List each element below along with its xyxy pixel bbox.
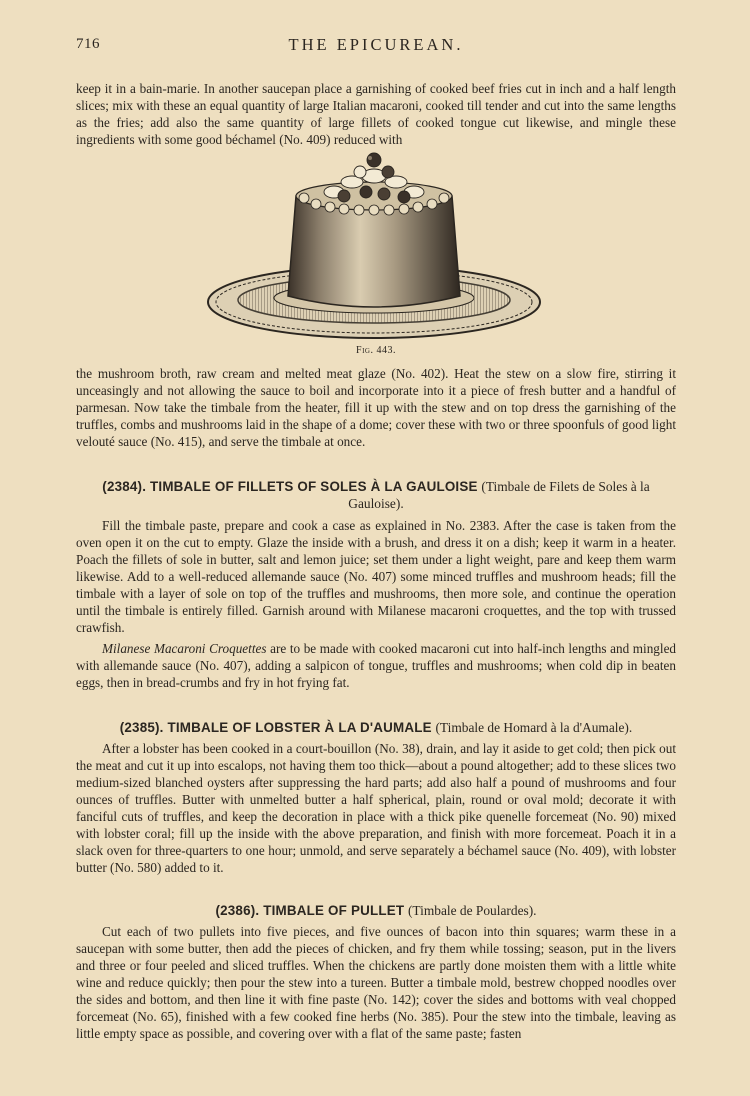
paragraph-text: the mushroom broth, raw cream and melted meat glaze (No. 402). Heat the stew on a slow fire, stirring it unceasingly and not allowing the sauce to boil and incorporate into it a piece of fresh butter and a handful of parmesan. Now take the timbale from the heater, fill it up with the stew and on top dress the garnishing of the truffles, combs and mushrooms laid in the shape of a dome; cover these with two or three spoonfuls of good light velouté sauce (No. 415), and serve the timbale at once. bbox=[76, 366, 676, 449]
section-body: Cut each of two pullets into five pieces, and five ounces of bacon into thin squares; warm these in a saucepan with some butter, then add the pieces of chicken, and fry them while tossing; season, put in the livers and three or four peeled and sliced truffles. When the chickens are partly done moisten them with a little white wine and reduce quickly; then pour the stew into a tureen. Butter a timbale mold, bestrew chopped noodles over the sides and bottom, and then line it with fine paste (No. 142); cover the sides and bottoms with veal chopped forcemeat (No. 65), finished with a few cooked fine herbs (No. 385). Pour the stew into the timbale, leaving as little empty space as possible, and covering over with a flat of the same paste; fasten bbox=[76, 924, 676, 1041]
paragraph-continued bbox=[76, 80, 676, 148]
section-2384 bbox=[76, 478, 676, 691]
page-number: 716 bbox=[76, 36, 100, 52]
timbale-on-platter-engraving bbox=[204, 152, 544, 348]
section-heading: (2385). TIMBALE OF LOBSTER À LA D'AUMALE (Timbale de Homard à la d'Aumale). bbox=[119, 720, 633, 735]
timbale-illustration bbox=[204, 152, 544, 348]
section-body-sub: Milanese Macaroni Croquettes are to be made with cooked macaroni cut into half-inch lengths and mingled with allemande sauce (No. 407), adding a salpicon of tongue, truffles and mushrooms; when cold dip in beaten eggs, then in bread-crumbs and fry in hot frying fat. bbox=[76, 641, 677, 690]
section-2385 bbox=[76, 719, 676, 876]
paragraph-text: keep it in a bain-marie. In another saucepan place a garnishing of cooked beef fries cut in inch and a half length slices; mix with these an equal quantity of large Italian macaroni, cooked till tender and cut into the same lengths as the fries; add also the same quantity of large fillets of cooked tongue cut likewise, and mingle these ingredients with some good béchamel (No. 409) reduced with bbox=[76, 81, 676, 147]
figure-caption: Fig. 443. bbox=[356, 345, 396, 356]
section-heading: (2384). TIMBALE OF FILLETS OF SOLES À LA GAULOISE (Timbale de Filets de Soles à la Gauloise). bbox=[102, 479, 650, 511]
section-heading: (2386). TIMBALE OF PULLET (Timbale de Poulardes). bbox=[215, 903, 537, 918]
section-body: Fill the timbale paste, prepare and cook a case as explained in No. 2383. After the case is taken from the oven open it on the cut to empty. Glaze the inside with a brush, and dress it on a dish; keep it warm in a heater. Poach the fillets of sole in butter, salt and lemon juice; set them under a light weight, pare and keep them warm likewise. Add to a well-reduced allemande sauce (No. 407) some minced truffles and mushroom heads; fill the timbale with a layer of sole on top of the truffles and mushrooms, then more sole, and continue the operation until the timbale is entirely filled. Garnish around with Milanese macaroni croquettes, and the top with trussed crawfish. bbox=[76, 518, 676, 635]
running-title: THE EPICUREAN. bbox=[288, 35, 464, 54]
section-body: After a lobster has been cooked in a court-bouillon (No. 38), drain, and lay it aside to get cold; then pick out the meat and cut it up into escalops, not having them too thick—about a pound altogether; add to these slices two medium-sized blanched oysters after suppressing the hard parts; add also half a pound of mushrooms and four ounces of truffles. Butter with unmelted butter a half spherical, plain, round or oval mold; decorate it with fanciful cuts of truffles, and keep the decoration in place with a thick pike quenelle forcemeat (No. 90) mixed with lobster coral; fill up the inside with the above preparation, and finish with more forcemeat. Poach it in a slack oven for three-quarters to one hour; unmold, and serve separately a béchamel sauce (No. 409), with lobster butter (No. 580) added to it. bbox=[76, 741, 676, 875]
running-head bbox=[76, 36, 676, 58]
paragraph-after-figure bbox=[76, 365, 676, 450]
section-2386 bbox=[76, 902, 676, 1042]
